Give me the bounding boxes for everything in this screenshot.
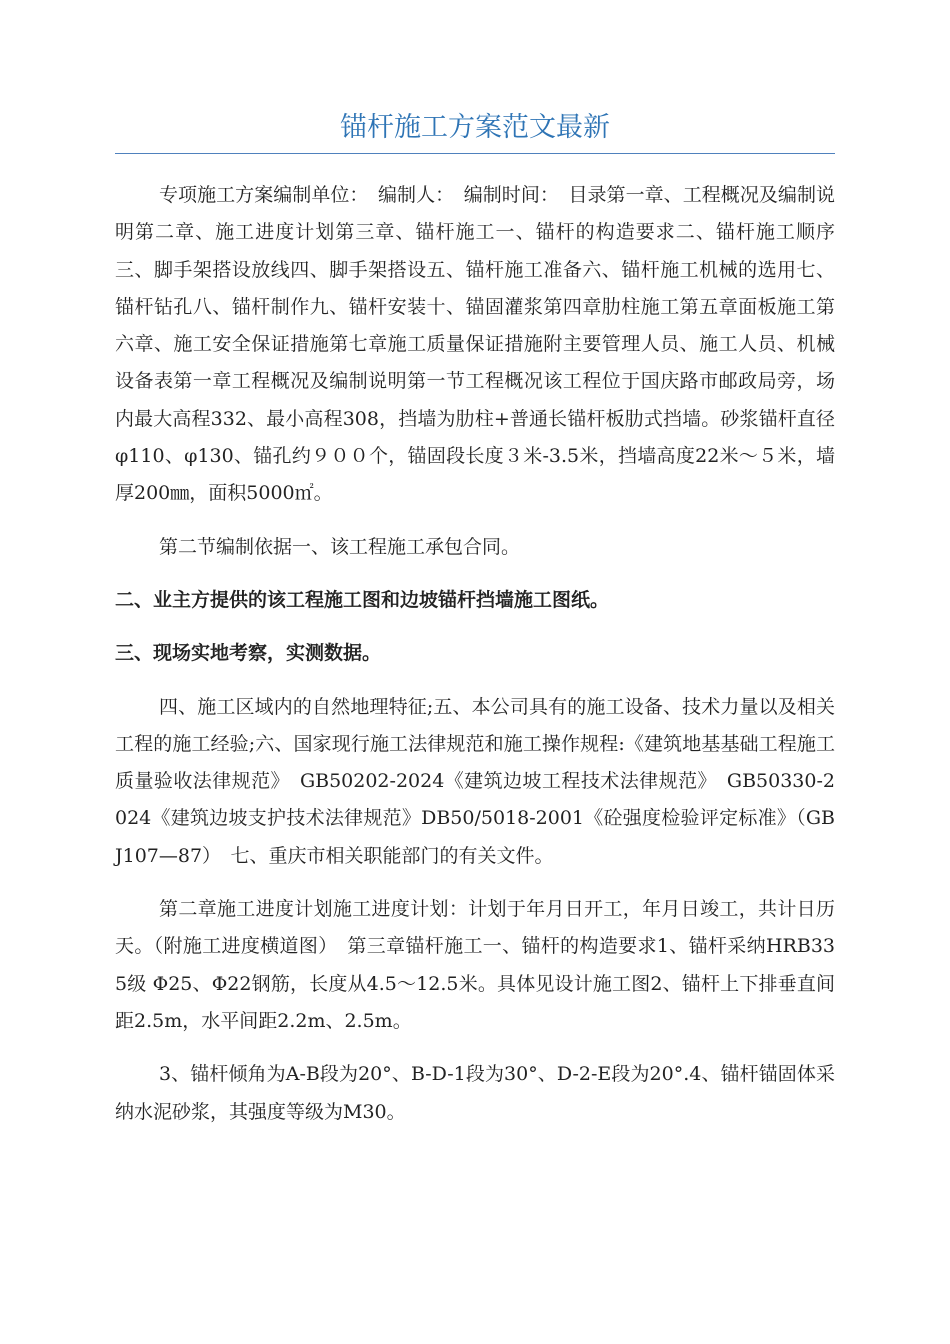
paragraph-overview: 专项施工方案编制单位： 编制人： 编制时间： 目录第一章、工程概况及编制说明第二章、施工进度计划第三章、锚杆施工一、锚杆的构造要求二、锚杆施工顺序三、脚手架搭设放线四、脚手架搭设五、锚杆施工准备六、锚杆施工机械的选用七、锚杆钻孔八、锚杆制作九、锚杆安装十、锚固灌浆第四章肋柱施工第五章面板施工第六章、施工安全保证措施第七章施工质量保证措施附主要管理人员、施工人员、机械设备表第一章工程概况及编制说明第一节工程概况该工程位于国庆路市邮政局旁，场内最大高程332、最小高程308，挡墙为肋柱+普通长锚杆板肋式挡墙。砂浆锚杆直径 φ110、φ130、锚孔约９００个，锚固段长度３米-3.5米，挡墙高度22米～５米，墙厚200㎜，面积5000㎡。	[115, 184, 835, 505]
paragraph-standards: 四、施工区域内的自然地理特征;五、本公司具有的施工设备、技术力量以及相关工程的施工经验;六、国家现行施工法律规范和施工操作规程:《建筑地基基础工程施工质量验收法律规范》 GB50202-2024《建筑边坡工程技术法律规范》 GB50330-2024《建筑边坡支护技术法律规范》DB50/5018-2001《砼强度检验评定标准》（GBJ107—87） 七、重庆市相关职能部门的有关文件。	[115, 695, 835, 867]
title-divider	[115, 153, 835, 154]
paragraph-schedule: 第二章施工进度计划施工进度计划：计划于年月日开工，年月日竣工，共计日历天。（附施工进度横道图） 第三章锚杆施工一、锚杆的构造要求1、锚杆采纳HRB335级 Φ25、Φ22钢筋，长度从4.5～12.5米。具体见设计施工图2、锚杆上下排垂直间距2.5m，水平间距2.2m、2.5m。	[115, 898, 835, 1032]
document-title: 锚杆施工方案范文最新	[340, 112, 610, 143]
paragraph-heading-drawings: 二、业主方提供的该工程施工图和边坡锚杆挡墙施工图纸。	[115, 588, 610, 611]
paragraph-anchor-angle: 3、锚杆倾角为A-B段为20°、B-D-1段为30°、D-2-E段为20°.4、锚杆锚固体采纳水泥砂浆，其强度等级为M30。	[115, 1063, 835, 1123]
paragraph-heading-survey: 三、现场实地考察，实测数据。	[115, 642, 382, 665]
paragraph-basis: 第二节编制依据一、该工程施工承包合同。	[159, 535, 521, 558]
document-page	[115, 108, 835, 1147]
